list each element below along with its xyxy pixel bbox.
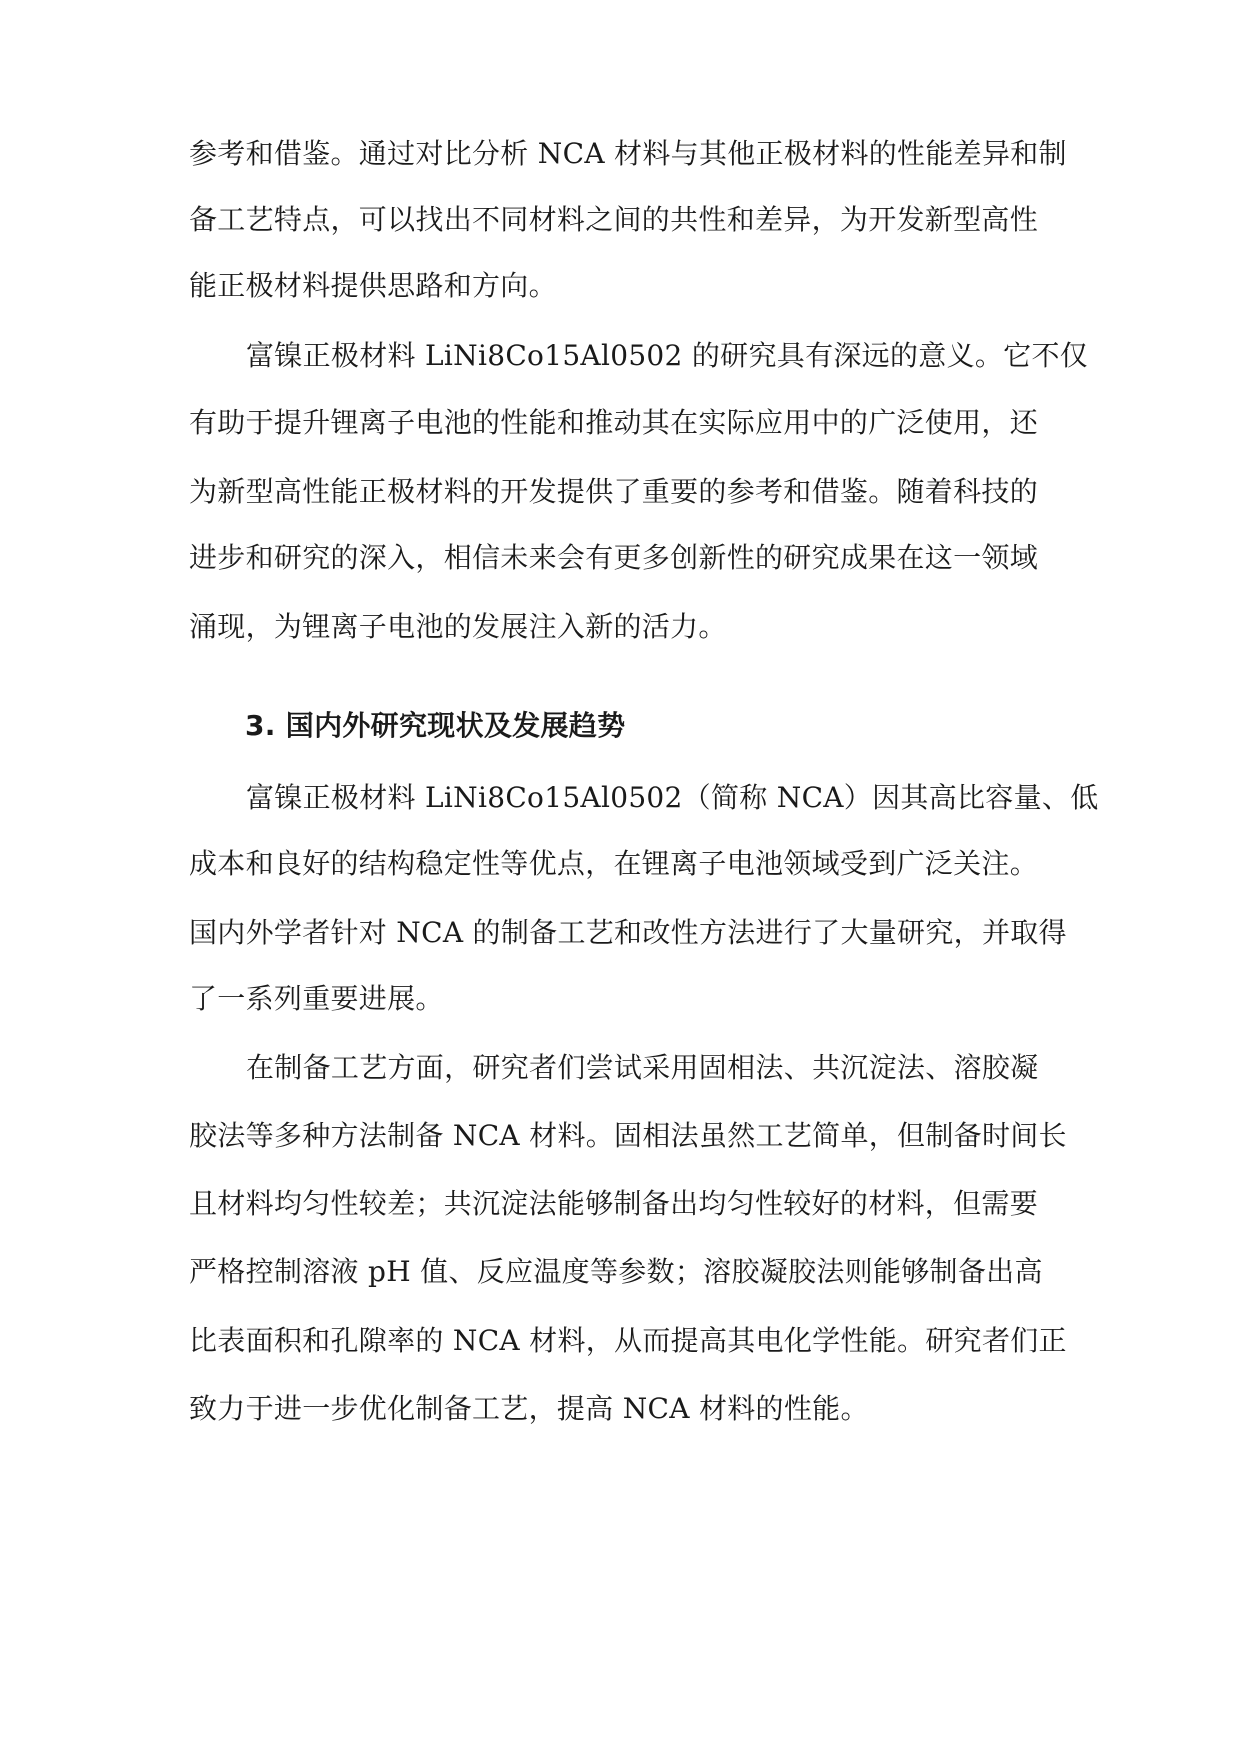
paragraph-4-line-2: 胶法等多种方法制备 NCA 材料。固相法虽然工艺简单，但制备时间长 — [189, 1119, 1067, 1152]
paragraph-3-line-3: 国内外学者针对 NCA 的制备工艺和改性方法进行了大量研究，并取得 — [189, 916, 1067, 949]
paragraph-4-line-6: 致力于进一步优化制备工艺，提高 NCA 材料的性能。 — [189, 1392, 869, 1425]
paragraph-2-line-5: 涌现，为锂离子电池的发展注入新的活力。 — [189, 610, 727, 643]
paragraph-1-line-1: 参考和借鉴。通过对比分析 NCA 材料与其他正极材料的性能差异和制 — [189, 137, 1067, 170]
paragraph-3-line-2: 成本和良好的结构稳定性等优点，在锂离子电池领域受到广泛关注。 — [189, 847, 1039, 880]
paragraph-4-line-3: 且材料均匀性较差；共沉淀法能够制备出均匀性较好的材料，但需要 — [189, 1187, 1039, 1220]
paragraph-4-line-4: 严格控制溶液 pH 值、反应温度等参数；溶胶凝胶法则能够制备出高 — [189, 1255, 1043, 1288]
paragraph-1-line-2: 备工艺特点，可以找出不同材料之间的共性和差异，为开发新型高性 — [189, 203, 1039, 236]
paragraph-2-line-2: 有助于提升锂离子电池的性能和推动其在实际应用中的广泛使用，还 — [189, 406, 1039, 439]
paragraph-4-line-1: 在制备工艺方面，研究者们尝试采用固相法、共沉淀法、溶胶凝 — [246, 1051, 1039, 1084]
paragraph-2-line-4: 进步和研究的深入，相信未来会有更多创新性的研究成果在这一领域 — [189, 541, 1039, 574]
paragraph-2-line-3: 为新型高性能正极材料的开发提供了重要的参考和借鉴。随着科技的 — [189, 475, 1039, 508]
paragraph-4-line-5: 比表面积和孔隙率的 NCA 材料，从而提高其电化学性能。研究者们正 — [189, 1324, 1067, 1357]
paragraph-3-line-1: 富镍正极材料 LiNi8Co15Al0502（简称 NCA）因其高比容量、低 — [246, 781, 1099, 814]
paragraph-1-line-3: 能正极材料提供思路和方向。 — [189, 269, 557, 302]
paragraph-2-line-1: 富镍正极材料 LiNi8Co15Al0502 的研究具有深远的意义。它不仅 — [246, 339, 1089, 372]
paragraph-3-line-4: 了一系列重要进展。 — [189, 982, 444, 1015]
section-heading: 3. 国内外研究现状及发展趋势 — [245, 709, 626, 742]
